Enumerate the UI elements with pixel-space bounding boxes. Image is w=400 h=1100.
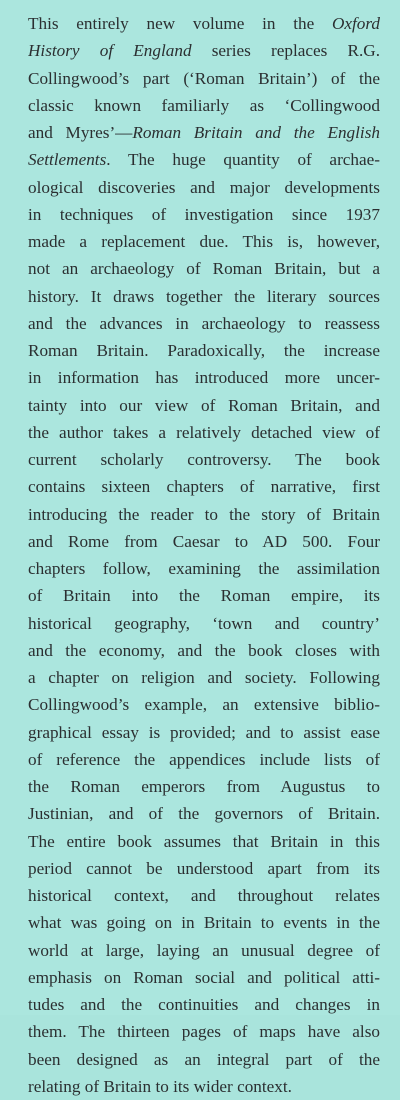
text-run: emphasis on Roman social and political atti- xyxy=(28,967,380,987)
text-run: This entirely new volume in the xyxy=(28,14,332,33)
text-line xyxy=(28,473,380,500)
text-run: Collingwood’s part (‘Roman Britain’) of the xyxy=(28,68,380,88)
text-run: not an archaeology of Roman Britain, but a xyxy=(28,259,380,279)
text-run: historical geography, ‘town and country’ xyxy=(28,613,380,633)
text-line xyxy=(28,1073,380,1100)
text-line xyxy=(28,446,380,473)
text-run: . The huge quantity of archae- xyxy=(106,150,380,170)
text-run: them. The thirteen pages of maps have also xyxy=(28,1022,380,1042)
text-run: a chapter on religion and society. Following xyxy=(28,668,380,687)
text-run: Collingwood’s example, an extensive biblio- xyxy=(28,695,380,715)
text-run: of reference the appendices include lists of xyxy=(28,749,380,769)
text-line xyxy=(28,746,380,773)
text-run: graphical essay is provided; and to assist ease xyxy=(28,722,380,742)
text-run: introducing the reader to the story of Britain xyxy=(28,504,380,524)
text-line xyxy=(28,364,380,391)
text-line xyxy=(28,719,380,746)
text-line xyxy=(28,201,380,228)
text-line xyxy=(28,555,380,582)
text-line xyxy=(28,991,380,1018)
text-run: the author takes a relatively detached view of xyxy=(28,422,380,442)
text-line xyxy=(28,800,380,827)
italic-title: Roman Britain and the English xyxy=(132,123,380,142)
italic-title: Oxford xyxy=(331,14,380,33)
text-line xyxy=(28,1046,380,1073)
text-run: Roman Britain. Paradoxically, the increase xyxy=(28,341,380,360)
text-line xyxy=(28,337,380,364)
book-description xyxy=(28,10,380,1100)
text-run: world at large, laying an unusual degree of xyxy=(28,940,380,960)
text-run: made a replacement due. This is, however, xyxy=(28,232,380,251)
text-run: ological discoveries and major developments xyxy=(28,177,380,197)
text-run: the Roman emperors from Augustus to xyxy=(28,777,380,796)
text-line xyxy=(28,1018,380,1045)
text-line xyxy=(28,909,380,936)
text-line xyxy=(28,255,380,282)
text-line xyxy=(28,501,380,528)
text-run: and Rome from Caesar to AD 500. Four xyxy=(28,531,380,551)
text-line xyxy=(28,964,380,991)
text-line xyxy=(28,855,380,882)
text-line xyxy=(28,691,380,718)
text-run: series replaces R.G. xyxy=(191,41,380,61)
text-line xyxy=(28,664,380,691)
text-line xyxy=(28,882,380,909)
text-run: The entire book assumes that Britain in this xyxy=(28,831,380,851)
italic-title: Settlements xyxy=(28,150,107,170)
text-line xyxy=(28,174,380,201)
text-run: classic known familiarly as ‘Collingwood xyxy=(28,95,380,115)
text-run: chapters follow, examining the assimilation xyxy=(28,559,380,578)
text-run: history. It draws together the literary sources xyxy=(28,286,380,306)
text-line xyxy=(28,65,380,92)
text-run: contains sixteen chapters of narrative, first xyxy=(28,477,380,497)
text-run: Justinian, and of the governors of Britain. xyxy=(28,804,380,824)
text-line xyxy=(28,937,380,964)
text-run: tainty into our view of Roman Britain, and xyxy=(28,395,380,415)
text-run: period cannot be understood apart from its xyxy=(28,858,380,878)
text-run: tudes and the continuities and changes in xyxy=(28,995,380,1014)
text-line xyxy=(28,228,380,255)
text-line xyxy=(28,419,380,446)
text-run: and Myres’— xyxy=(28,123,133,142)
text-line xyxy=(28,37,380,64)
text-line xyxy=(28,773,380,800)
text-line xyxy=(28,10,380,37)
text-line xyxy=(28,392,380,419)
text-line xyxy=(28,92,380,119)
text-line xyxy=(28,283,380,310)
text-run: historical context, and throughout relates xyxy=(28,886,380,905)
text-line xyxy=(28,582,380,609)
text-run: of Britain into the Roman empire, its xyxy=(28,586,380,606)
text-line xyxy=(28,119,380,146)
text-run: and the advances in archaeology to reassess xyxy=(28,313,380,333)
text-run: been designed as an integral part of the xyxy=(28,1049,380,1069)
text-run: in techniques of investigation since 1937 xyxy=(28,204,380,224)
text-run: in information has introduced more uncer- xyxy=(28,368,380,388)
text-run: current scholarly controversy. The book xyxy=(28,450,380,469)
text-line xyxy=(28,146,380,173)
text-line xyxy=(28,637,380,664)
text-line xyxy=(28,528,380,555)
text-run: and the economy, and the book closes with xyxy=(28,640,380,660)
italic-title: History of England xyxy=(28,41,192,61)
text-run: what was going on in Britain to events in the xyxy=(28,913,380,933)
text-run: relating of Britain to its wider context. xyxy=(28,1076,292,1096)
text-line xyxy=(28,610,380,637)
text-line xyxy=(28,310,380,337)
text-line xyxy=(28,828,380,855)
